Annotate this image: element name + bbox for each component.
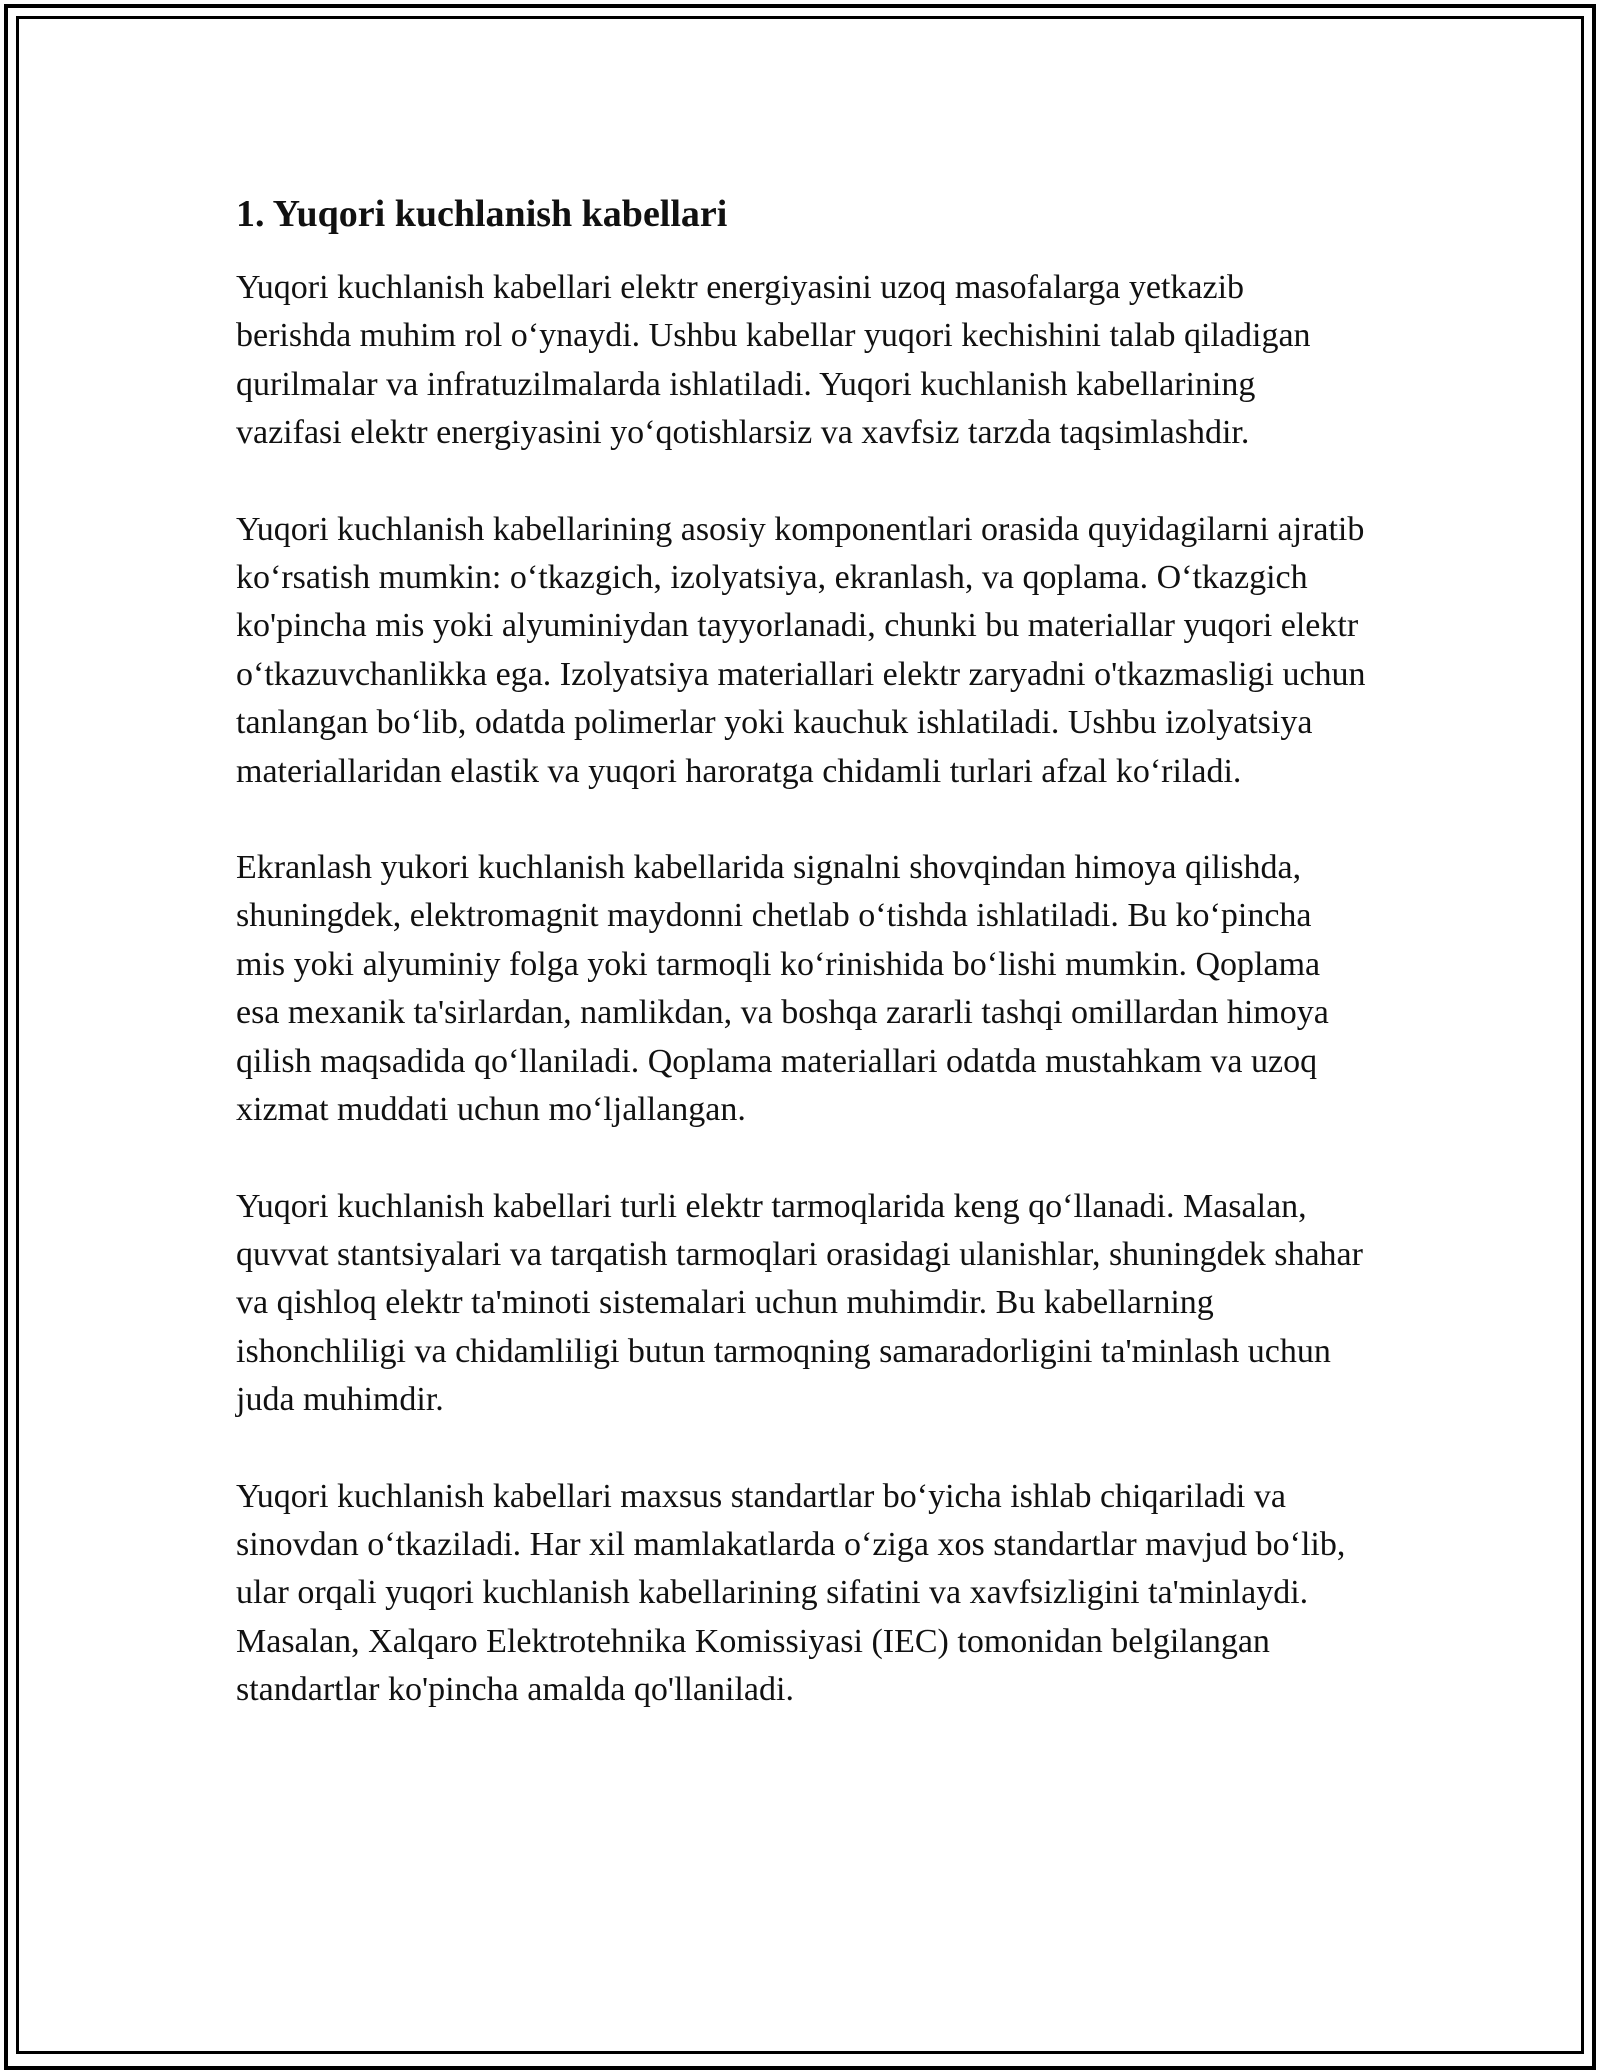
document-body (236, 186, 1366, 1763)
paragraph-components: Yuqori kuchlanish kabellarining asosiy komponentlari orasida quyidagilarni ajratib ko‘rsatish mumkin: o‘tkazgich, izolyatsiya, ekranlash, va qoplama. O‘tkazgich ko'pincha mis yoki alyuminiydan tayyorlanadi, chunki bu materiallar yuqori elektr o‘tkazuvchanlikka ega. Izolyatsiya materiallari elektr zaryadni o'tkazmasligi uchun tanlangan bo‘lib, odatda polimerlar yoki kauchuk ishlatiladi. Ushbu izolyatsiya materiallaridan elastik va yuqori haroratga chidamli turlari afzal ko‘riladi. (236, 510, 1366, 790)
paragraph-applications: Yuqori kuchlanish kabellari turli elektr tarmoqlarida keng qo‘llanadi. Masalan, quvvat stantsiyalari va tarqatish tarmoqlari orasidagi ulanishlar, shuningdek shahar va qishloq elektr ta'minoti sistemalari uchun muhimdir. Bu kabellarning ishonchliligi va chidamliligi butun tarmoqning samaradorligini ta'minlash uchun juda muhimdir. (236, 1187, 1363, 1419)
paragraph-shielding: Ekranlash yukori kuchlanish kabellarida signalni shovqindan himoya qilishda, shuningdek, elektromagnit maydonni chetlab o‘tishda ishlatiladi. Bu ko‘pincha mis yoki alyuminiy folga yoki tarmoqli ko‘rinishida bo‘lishi mumkin. Qoplama esa mexanik ta'sirlardan, namlikdan, va boshqa zararli tashqi omillardan himoya qilish maqsadida qo‘llaniladi. Qoplama materiallari odatda mustahkam va uzoq xizmat muddati uchun mo‘ljallangan. (236, 849, 1329, 1129)
section-heading: 1. Yuqori kuchlanish kabellari (236, 193, 728, 235)
paragraph-intro: Yuqori kuchlanish kabellari elektr energiyasini uzoq masofalarga yetkazib berishda muhim rol o‘ynaydi. Ushbu kabellar yuqori kechishini talab qiladigan qurilmalar va infratuzilmalarda ishlatiladi. Yuqori kuchlanish kabellarining vazifasi elektr energiyasini yo‘qotishlarsiz va xavfsiz tarzda taqsimlashdir. (236, 269, 1311, 452)
paragraph-standards: Yuqori kuchlanish kabellari maxsus standartlar bo‘yicha ishlab chiqariladi va sinovdan o‘tkaziladi. Har xil mamlakatlarda o‘ziga xos standartlar mavjud bo‘lib, ular orqali yuqori kuchlanish kabellarining sifatini va xavfsizligini ta'minlaydi. Masalan, Xalqaro Elektrotehnika Komissiyasi (IEC) tomonidan belgilangan standartlar ko'pincha amalda qo'llaniladi. (236, 1477, 1346, 1709)
